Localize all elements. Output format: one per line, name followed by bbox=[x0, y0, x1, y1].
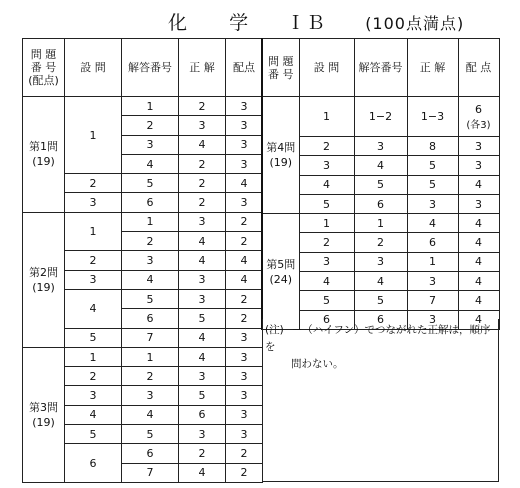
answer-no-cell: 6 bbox=[122, 193, 179, 212]
correct-cell: 3 bbox=[179, 116, 226, 135]
points-cell bbox=[458, 97, 499, 137]
answer-no-cell: 4 bbox=[122, 154, 179, 173]
table-row bbox=[262, 214, 499, 233]
question-label: 第4問 bbox=[266, 141, 296, 155]
points-value: 3 bbox=[475, 139, 482, 153]
setsumon-cell: 5 bbox=[299, 291, 354, 310]
table-row bbox=[23, 97, 263, 116]
setsumon-cell: 5 bbox=[65, 328, 122, 347]
points-value: 4 bbox=[475, 294, 482, 308]
correct-cell: 4 bbox=[179, 463, 226, 482]
points-value: 4 bbox=[475, 178, 482, 192]
points-value: 3 bbox=[475, 197, 482, 211]
points-cell: 2 bbox=[226, 289, 263, 308]
answer-no-cell: 4 bbox=[122, 270, 179, 289]
points-value: 4 bbox=[475, 216, 482, 230]
answer-no-cell: 3 bbox=[122, 135, 179, 154]
points-cell bbox=[458, 156, 499, 175]
correct-cell: 4 bbox=[179, 135, 226, 154]
page-title bbox=[168, 8, 465, 35]
answer-no-cell: 1 bbox=[122, 347, 179, 366]
question-group-cell bbox=[23, 97, 65, 213]
answer-no-cell: 2 bbox=[122, 116, 179, 135]
correct-cell: 5 bbox=[407, 175, 458, 194]
points-cell: 3 bbox=[226, 405, 263, 424]
correct-cell: 4 bbox=[179, 251, 226, 270]
answer-no-cell: 7 bbox=[122, 463, 179, 482]
correct-cell: 2 bbox=[179, 193, 226, 212]
correct-cell: 7 bbox=[407, 291, 458, 310]
correct-cell: 3 bbox=[407, 310, 458, 329]
points-cell bbox=[458, 175, 499, 194]
setsumon-cell: 2 bbox=[65, 367, 122, 386]
title-part3: ＩＢ bbox=[286, 12, 327, 34]
points-value: 4 bbox=[475, 274, 482, 288]
correct-cell: 4 bbox=[179, 347, 226, 366]
title-points: (100点満点) bbox=[365, 14, 465, 33]
answer-no-cell: 5 bbox=[122, 174, 179, 193]
note-line1: －（ハイフン）でつながれた正解は，順序を bbox=[265, 324, 491, 353]
answer-no-cell: 3 bbox=[122, 386, 179, 405]
setsumon-cell: 2 bbox=[299, 233, 354, 252]
answer-no-cell: 5 bbox=[354, 175, 407, 194]
left-answer-table bbox=[22, 38, 263, 483]
correct-cell: 1−3 bbox=[407, 97, 458, 137]
points-cell bbox=[458, 194, 499, 213]
setsumon-cell: 1 bbox=[65, 212, 122, 251]
points-cell: 4 bbox=[226, 174, 263, 193]
table-row bbox=[23, 347, 263, 366]
question-group-cell bbox=[262, 97, 299, 214]
question-label: 第2問 bbox=[29, 265, 58, 279]
correct-cell: 8 bbox=[407, 137, 458, 156]
header-q-no: 問 題 番 号 (配点) bbox=[23, 39, 65, 97]
points-cell: 3 bbox=[226, 154, 263, 173]
correct-cell: 1 bbox=[407, 252, 458, 271]
setsumon-cell: 4 bbox=[65, 405, 122, 424]
answer-no-cell: 4 bbox=[354, 156, 407, 175]
points-cell: 3 bbox=[226, 135, 263, 154]
points-cell: 3 bbox=[226, 386, 263, 405]
question-score: (19) bbox=[32, 415, 55, 429]
points-cell: 3 bbox=[226, 347, 263, 366]
points-cell: 2 bbox=[226, 309, 263, 328]
points-value: 3 bbox=[475, 158, 482, 172]
question-label: 第1問 bbox=[29, 140, 58, 154]
answer-no-cell: 4 bbox=[354, 272, 407, 291]
correct-cell: 2 bbox=[179, 174, 226, 193]
question-group-cell bbox=[262, 214, 299, 330]
answer-no-cell: 1 bbox=[122, 212, 179, 231]
points-cell bbox=[458, 137, 499, 156]
answer-no-cell: 2 bbox=[122, 232, 179, 251]
answer-no-cell: 5 bbox=[354, 291, 407, 310]
correct-cell: 3 bbox=[407, 272, 458, 291]
answer-no-cell: 5 bbox=[122, 425, 179, 444]
setsumon-cell: 6 bbox=[65, 444, 122, 483]
setsumon-cell: 3 bbox=[65, 193, 122, 212]
setsumon-cell: 2 bbox=[299, 137, 354, 156]
correct-cell: 3 bbox=[179, 367, 226, 386]
setsumon-cell: 1 bbox=[65, 97, 122, 174]
correct-cell: 2 bbox=[179, 444, 226, 463]
header-setsumon: 設 問 bbox=[65, 39, 122, 97]
setsumon-cell: 4 bbox=[299, 272, 354, 291]
setsumon-cell: 3 bbox=[299, 252, 354, 271]
correct-cell: 5 bbox=[179, 309, 226, 328]
answer-no-cell: 2 bbox=[122, 367, 179, 386]
points-value: 4 bbox=[475, 255, 482, 269]
correct-cell: 6 bbox=[179, 405, 226, 424]
note-line2: 問わない。 bbox=[291, 358, 344, 370]
setsumon-cell: 3 bbox=[299, 156, 354, 175]
answer-no-cell: 1 bbox=[122, 97, 179, 116]
points-cell bbox=[458, 252, 499, 271]
points-cell: 2 bbox=[226, 444, 263, 463]
correct-cell: 2 bbox=[179, 154, 226, 173]
setsumon-cell: 1 bbox=[65, 347, 122, 366]
answer-no-cell: 5 bbox=[122, 289, 179, 308]
correct-cell: 3 bbox=[179, 212, 226, 231]
question-score: (19) bbox=[32, 280, 55, 294]
question-score: (24) bbox=[269, 272, 293, 286]
points-cell bbox=[458, 291, 499, 310]
points-cell: 3 bbox=[226, 328, 263, 347]
correct-cell: 4 bbox=[179, 232, 226, 251]
correct-cell: 2 bbox=[179, 97, 226, 116]
points-value: 4 bbox=[475, 236, 482, 250]
correct-cell: 3 bbox=[179, 425, 226, 444]
answer-no-cell: 6 bbox=[354, 194, 407, 213]
title-part1: 化 bbox=[168, 12, 189, 34]
correct-cell: 5 bbox=[407, 156, 458, 175]
points-cell: 3 bbox=[226, 367, 263, 386]
points-value: 4 bbox=[475, 313, 482, 327]
setsumon-cell: 6 bbox=[299, 310, 354, 329]
setsumon-cell: 4 bbox=[65, 289, 122, 328]
correct-cell: 6 bbox=[407, 233, 458, 252]
answer-no-cell: 7 bbox=[122, 328, 179, 347]
correct-cell: 4 bbox=[407, 214, 458, 233]
header-correct: 正 解 bbox=[179, 39, 226, 97]
header-points: 配点 bbox=[226, 39, 263, 97]
correct-cell: 3 bbox=[179, 270, 226, 289]
answer-no-cell: 6 bbox=[354, 310, 407, 329]
points-cell bbox=[458, 214, 499, 233]
setsumon-cell: 5 bbox=[65, 425, 122, 444]
right-answer-table bbox=[261, 38, 500, 330]
header-right-points: 配 点 bbox=[458, 39, 499, 97]
setsumon-cell: 3 bbox=[65, 386, 122, 405]
answer-no-cell: 3 bbox=[354, 137, 407, 156]
setsumon-cell: 1 bbox=[299, 97, 354, 137]
header-right-answer-no: 解答番号 bbox=[354, 39, 407, 97]
points-cell: 4 bbox=[226, 270, 263, 289]
points-cell: 3 bbox=[226, 116, 263, 135]
header-right-correct: 正 解 bbox=[407, 39, 458, 97]
points-cell bbox=[458, 233, 499, 252]
header-right-setsumon: 設 問 bbox=[299, 39, 354, 97]
correct-cell: 3 bbox=[179, 289, 226, 308]
correct-cell: 4 bbox=[179, 328, 226, 347]
setsumon-cell: 5 bbox=[299, 194, 354, 213]
header-answer-no: 解答番号 bbox=[122, 39, 179, 97]
question-score: (19) bbox=[269, 156, 293, 170]
points-cell: 2 bbox=[226, 212, 263, 231]
points-cell bbox=[458, 272, 499, 291]
question-group-cell bbox=[23, 212, 65, 347]
answer-no-cell: 4 bbox=[122, 405, 179, 424]
points-cell: 3 bbox=[226, 193, 263, 212]
answer-no-cell: 6 bbox=[122, 444, 179, 463]
points-note: (各3) bbox=[466, 119, 491, 131]
points-value: 6 bbox=[475, 102, 482, 116]
setsumon-cell: 4 bbox=[299, 175, 354, 194]
answer-no-cell: 3 bbox=[122, 251, 179, 270]
question-label: 第5問 bbox=[266, 257, 296, 271]
question-group-cell bbox=[23, 347, 65, 482]
answer-no-cell: 3 bbox=[354, 252, 407, 271]
question-score: (19) bbox=[32, 155, 55, 169]
points-cell: 3 bbox=[226, 97, 263, 116]
answer-no-cell: 6 bbox=[122, 309, 179, 328]
answer-no-cell: 1 bbox=[354, 214, 407, 233]
setsumon-cell: 2 bbox=[65, 174, 122, 193]
points-cell: 2 bbox=[226, 232, 263, 251]
answer-no-cell: 1−2 bbox=[354, 97, 407, 137]
correct-cell: 5 bbox=[179, 386, 226, 405]
note bbox=[265, 322, 495, 373]
correct-cell: 3 bbox=[407, 194, 458, 213]
points-cell: 2 bbox=[226, 463, 263, 482]
header-right-q-no: 問 題 番 号 bbox=[262, 39, 299, 97]
setsumon-cell: 2 bbox=[65, 251, 122, 270]
question-label: 第3問 bbox=[29, 400, 58, 414]
table-row bbox=[262, 97, 499, 137]
setsumon-cell: 3 bbox=[65, 270, 122, 289]
answer-no-cell: 2 bbox=[354, 233, 407, 252]
setsumon-cell: 1 bbox=[299, 214, 354, 233]
points-cell: 4 bbox=[226, 251, 263, 270]
points-cell: 3 bbox=[226, 425, 263, 444]
title-part2: 学 bbox=[229, 12, 250, 34]
table-row bbox=[23, 212, 263, 231]
note-label: (注) bbox=[265, 324, 284, 336]
